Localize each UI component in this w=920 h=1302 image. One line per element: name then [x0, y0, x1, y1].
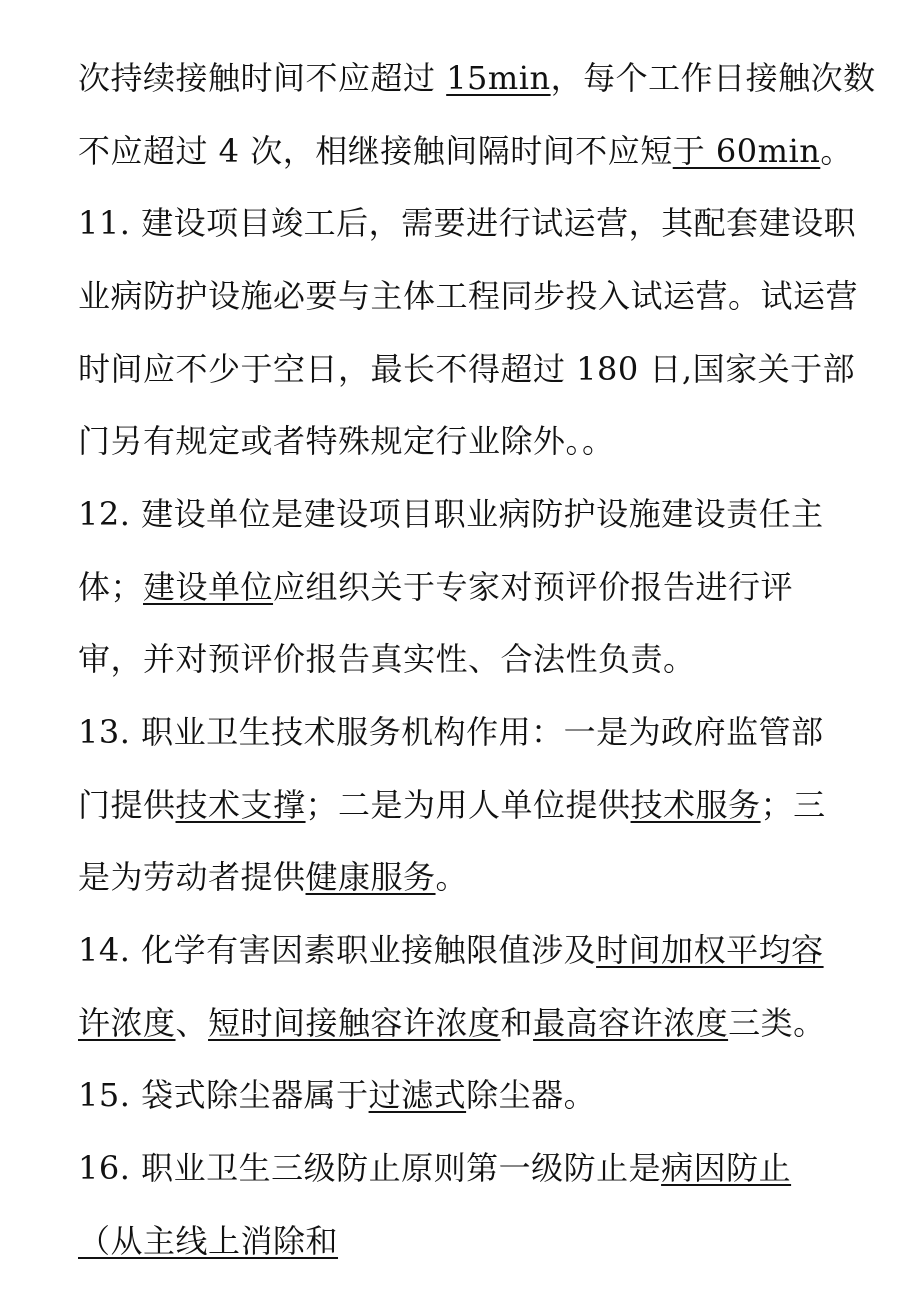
- text-segment: 和: [500, 1004, 534, 1042]
- text-segment: 体；: [78, 568, 144, 606]
- underlined-answer: 建设单位: [143, 568, 274, 606]
- underlined-answer: 最高容许浓度: [533, 1004, 729, 1042]
- text-segment: 。: [435, 858, 469, 896]
- text-segment: 时间应不少于空日，最长不得超过 180 日,国家关于部: [78, 350, 856, 388]
- underlined-answer: 技术支撑: [175, 786, 306, 824]
- underlined-answer: 于 60min: [672, 132, 821, 170]
- text-line: [78, 930, 824, 970]
- text-line: [78, 1075, 596, 1115]
- text-line: [78, 712, 824, 752]
- text-segment: 审，并对预评价报告真实性、合法性负责。: [78, 640, 696, 678]
- text-line: [78, 421, 615, 461]
- text-segment: 15. 袋式除尘器属于: [78, 1076, 369, 1114]
- text-line: [78, 276, 858, 316]
- text-segment: 三类。: [728, 1004, 826, 1042]
- text-segment: 应组织关于专家对预评价报告进行评: [273, 568, 794, 606]
- underlined-answer: 技术服务: [630, 786, 761, 824]
- text-segment: 门另有规定或者特殊规定行业除外。。: [78, 422, 615, 460]
- underlined-answer: 过滤式: [368, 1076, 467, 1114]
- text-segment: 16. 职业卫生三级防止原则第一级防止是: [78, 1149, 662, 1187]
- text-line: [78, 639, 696, 679]
- text-line: [78, 1003, 826, 1043]
- underlined-answer: 病因防止: [661, 1149, 792, 1187]
- text-line: [78, 857, 468, 897]
- text-segment: 11. 建设项目竣工后，需要进行试运营，其配套建设职: [78, 204, 857, 242]
- text-segment: ，每个工作日接触次数: [550, 59, 876, 97]
- text-segment: 次持续接触时间不应超过: [78, 59, 447, 97]
- underlined-answer: 15min: [446, 59, 551, 97]
- text-line: [78, 567, 793, 607]
- underlined-answer: 许浓度: [78, 1004, 176, 1042]
- text-segment: 12. 建设单位是建设项目职业病防护设施建设责任主: [78, 495, 824, 533]
- text-segment: 。: [820, 132, 853, 170]
- text-line: [78, 58, 876, 98]
- underlined-answer: 健康服务: [305, 858, 436, 896]
- text-segment: 不应超过 4 次，相继接触间隔时间不应短: [78, 132, 673, 170]
- text-line: [78, 785, 826, 825]
- text-line: [78, 494, 824, 534]
- text-segment: 、: [175, 1004, 209, 1042]
- text-line: [78, 203, 856, 243]
- text-line: [78, 1221, 338, 1261]
- underlined-answer: 时间加权平均容: [596, 931, 824, 969]
- text-segment: 是为劳动者提供: [78, 858, 306, 896]
- underlined-answer: （从主线上消除和: [78, 1222, 339, 1260]
- text-segment: 13. 职业卫生技术服务机构作用：一是为政府监管部: [78, 713, 824, 751]
- text-segment: ；二是为用人单位提供: [305, 786, 631, 824]
- text-segment: 除尘器。: [466, 1076, 597, 1114]
- text-segment: 业病防护设施必要与主体工程同步投入试运营。试运营: [78, 277, 859, 315]
- text-segment: 14. 化学有害因素职业接触限值涉及: [78, 931, 597, 969]
- text-segment: ；三: [760, 786, 826, 824]
- text-line: [78, 349, 855, 389]
- text-segment: 门提供: [78, 786, 176, 824]
- underlined-answer: 短时间接触容许浓度: [208, 1004, 501, 1042]
- text-line: [78, 1148, 791, 1188]
- text-line: [78, 131, 853, 171]
